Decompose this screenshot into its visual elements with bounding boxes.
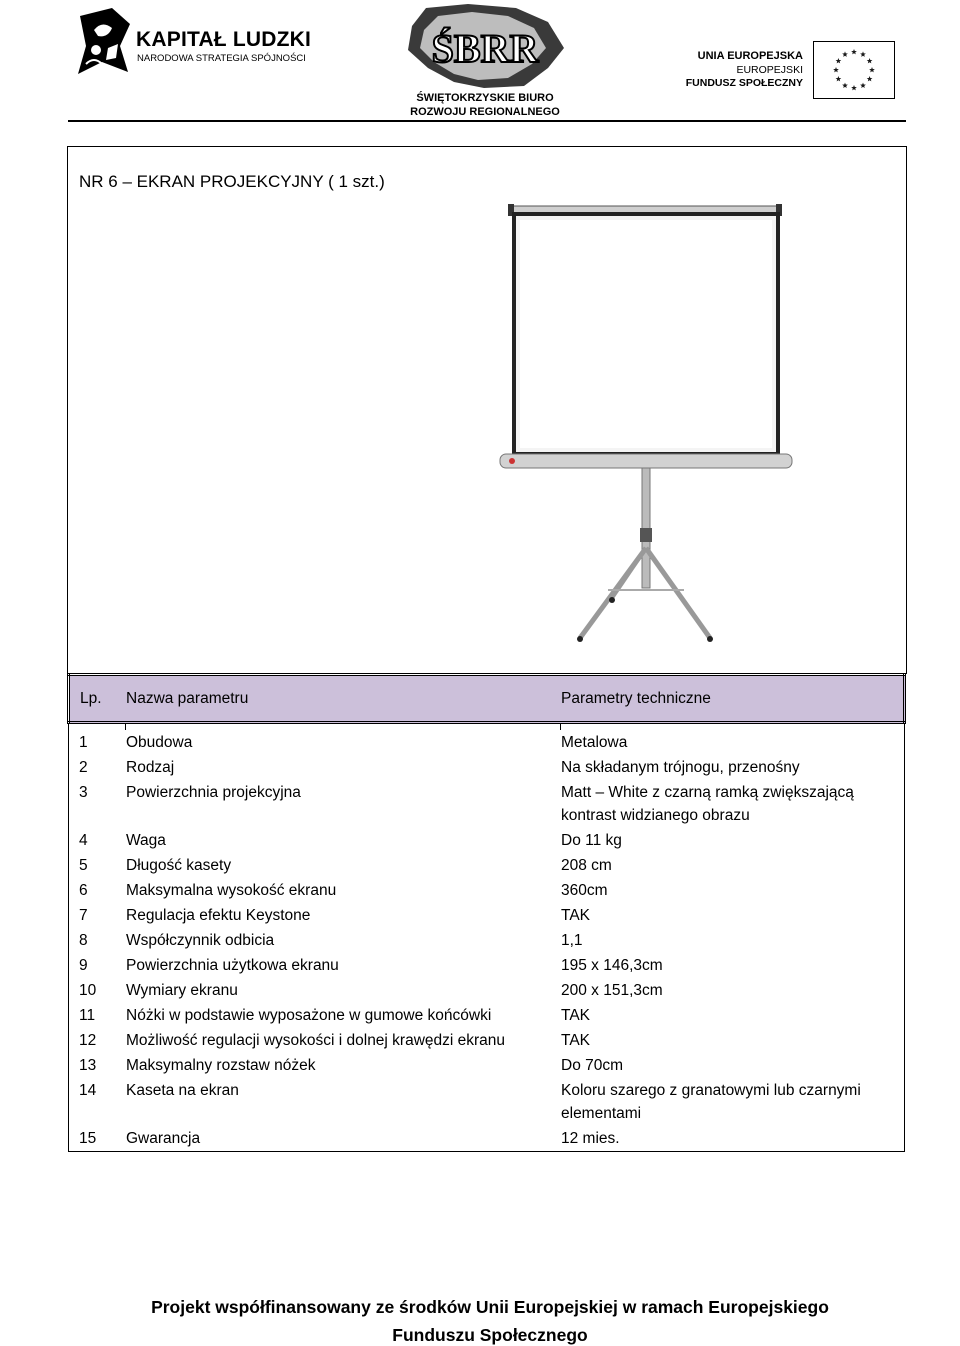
table-row <box>69 903 905 928</box>
row-value: 1,1 <box>560 928 905 953</box>
row-value: TAK <box>560 1028 905 1053</box>
header-name: Nazwa parametru <box>125 675 560 723</box>
row-name: Regulacja efektu Keystone <box>126 907 311 924</box>
row-lp: 7 <box>69 903 126 928</box>
row-lp: 10 <box>69 978 126 1003</box>
footer-line1: Projekt współfinansowany ze środków Unii Europejskiej w ramach Europejskiego <box>151 1297 829 1317</box>
row-lp: 4 <box>69 828 126 853</box>
row-value: TAK <box>560 903 905 928</box>
row-lp: 1 <box>69 730 126 755</box>
table-row <box>69 953 905 978</box>
table-gap-row <box>69 723 905 731</box>
header-value: Parametry techniczne <box>560 675 905 723</box>
row-lp: 13 <box>69 1053 126 1078</box>
row-name: Maksymalna wysokość ekranu <box>126 882 337 899</box>
row-lp: 11 <box>69 1003 126 1028</box>
row-value: TAK <box>560 1003 905 1028</box>
row-lp: 6 <box>69 878 126 903</box>
row-value: 195 x 146,3cm <box>560 953 905 978</box>
ue-line1: UNIA EUROPEJSKA <box>697 50 803 62</box>
row-value: Do 70cm <box>560 1053 905 1078</box>
row-name: Powierzchnia użytkowa ekranu <box>126 957 339 974</box>
row-lp: 9 <box>69 953 126 978</box>
kapital-ludzki-logo-icon <box>72 6 142 78</box>
row-lp: 12 <box>69 1028 126 1053</box>
row-value: 208 cm <box>560 853 905 878</box>
ue-line3: FUNDUSZ SPOŁECZNY <box>685 77 803 89</box>
row-name: Obudowa <box>126 734 193 751</box>
row-value: Metalowa <box>560 730 905 755</box>
row-name: Współczynnik odbicia <box>126 932 275 949</box>
table-row <box>69 780 905 828</box>
eu-flag-icon <box>813 41 895 99</box>
header-divider <box>68 120 906 122</box>
footer-line2: Funduszu Społecznego <box>392 1325 588 1345</box>
table-row <box>69 755 905 780</box>
table-row <box>69 928 905 953</box>
table-row <box>69 730 905 755</box>
row-value: 12 mies. <box>560 1126 905 1152</box>
table-row <box>69 1078 905 1126</box>
row-value: 200 x 151,3cm <box>560 978 905 1003</box>
row-lp: 2 <box>69 755 126 780</box>
kapital-ludzki-subtitle: NARODOWA STRATEGIA SPÓJNOŚCI <box>137 53 306 64</box>
row-value: Na składanym trójnogu, przenośny <box>560 755 905 780</box>
row-name: Możliwość regulacji wysokości i dolnej krawędzi ekranu <box>126 1032 506 1049</box>
sbrr-logo-text: ŚBRR <box>431 26 539 71</box>
row-lp: 5 <box>69 853 126 878</box>
kapital-ludzki-title: KAPITAŁ LUDZKI <box>136 28 312 51</box>
specification-table <box>67 673 906 1152</box>
row-name: Kaseta na ekran <box>126 1082 239 1099</box>
row-lp: 3 <box>69 780 126 828</box>
table-row <box>69 1053 905 1078</box>
table-row <box>69 1028 905 1053</box>
row-value: Koloru szarego z granatowymi lub czarnymi elementami <box>560 1078 905 1126</box>
row-name: Rodzaj <box>126 759 175 776</box>
row-name: Powierzchnia projekcyjna <box>126 784 301 801</box>
row-value: Matt – White z czarną ramką zwiększającą kontrast widzianego obrazu <box>560 780 905 828</box>
row-value: Do 11 kg <box>560 828 905 853</box>
sbrr-line1: ŚWIĘTOKRZYSKIE BIURO <box>416 92 554 104</box>
sbrr-logo-icon <box>398 2 573 90</box>
row-lp: 14 <box>69 1078 126 1126</box>
table-row <box>69 878 905 903</box>
row-name: Długość kasety <box>126 857 232 874</box>
table-row <box>69 1126 905 1152</box>
row-lp: 8 <box>69 928 126 953</box>
table-row <box>69 1003 905 1028</box>
table-row <box>69 978 905 1003</box>
table-row <box>69 853 905 878</box>
ue-line2: EUROPEJSKI <box>736 64 803 76</box>
header-lp: Lp. <box>69 675 126 723</box>
table-row <box>69 828 905 853</box>
projector-screen-image-icon <box>490 198 800 648</box>
sbrr-line2: ROZWOJU REGIONALNEGO <box>410 106 560 118</box>
row-name: Maksymalny rozstaw nóżek <box>126 1057 316 1074</box>
page-header <box>0 0 960 124</box>
row-lp: 15 <box>69 1126 126 1152</box>
row-name: Nóżki w podstawie wyposażone w gumowe końcówki <box>126 1007 492 1024</box>
row-name: Gwarancja <box>125 1126 560 1152</box>
row-value: 360cm <box>560 878 905 903</box>
table-header-row <box>69 675 905 723</box>
row-name: Waga <box>126 832 166 849</box>
document-title: NR 6 – EKRAN PROJEKCYJNY ( 1 szt.) <box>79 172 385 191</box>
row-name: Wymiary ekranu <box>126 982 238 999</box>
